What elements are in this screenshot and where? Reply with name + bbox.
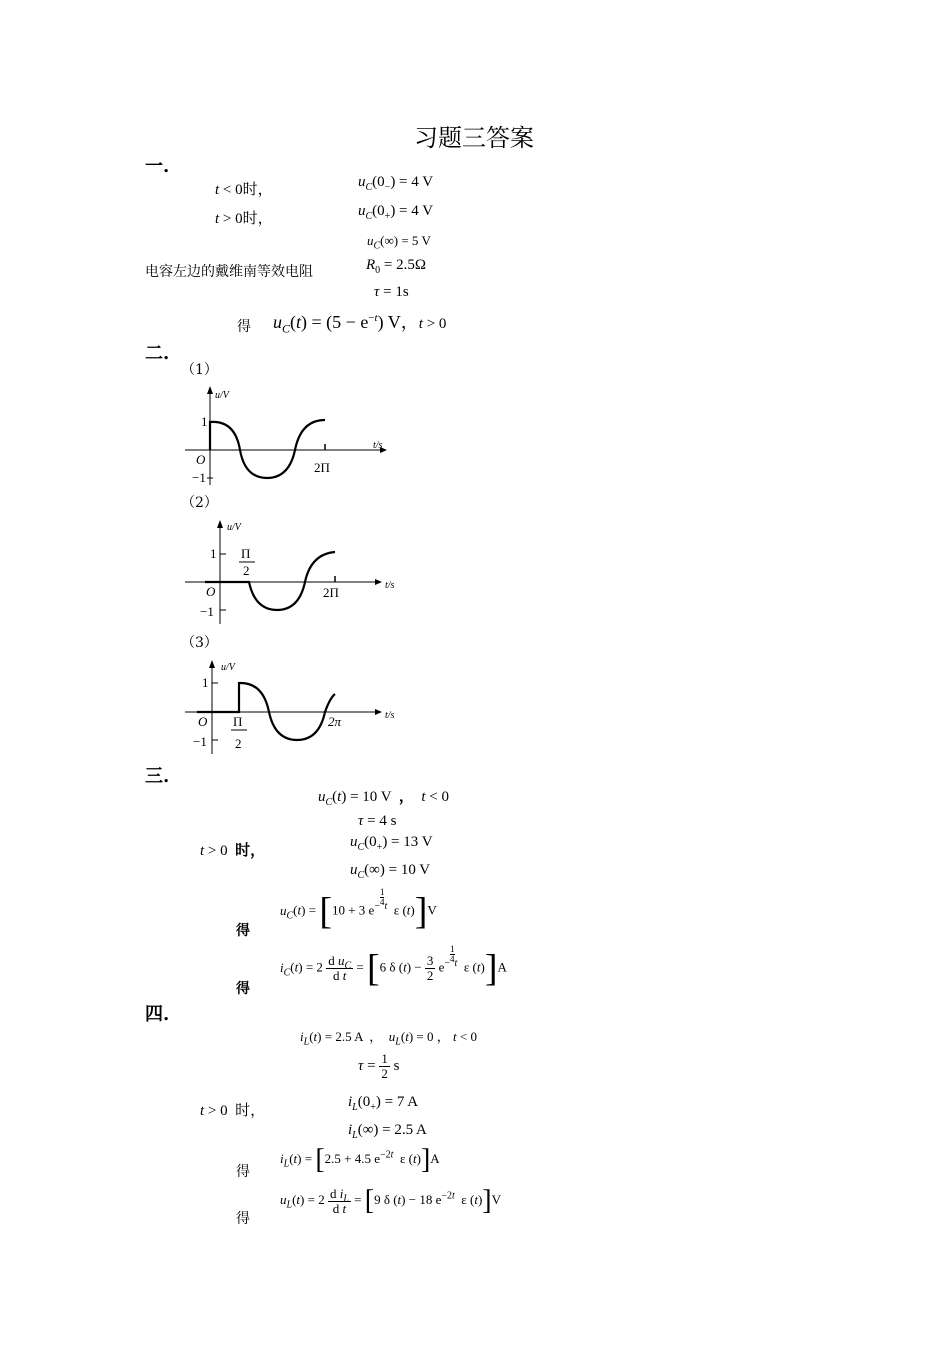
graph3-curve	[197, 683, 335, 740]
graph3-pi: Π	[233, 714, 243, 729]
section-4-heading: 四.	[145, 1004, 170, 1025]
graph1-origin: O	[196, 452, 206, 467]
graph1-y-arrow	[207, 386, 213, 394]
part4-il-lt0: $i_L(t) = 2.5$ A ， $u_L(t) = 0$ ， t < 0	[300, 1029, 477, 1048]
graph1-one: 1	[201, 414, 208, 429]
graph2-t-arrow	[375, 579, 382, 585]
section-3-heading: 三.	[145, 766, 170, 787]
graph-2	[175, 512, 405, 632]
graph-1	[175, 380, 405, 490]
graph2-2pi: 2Π	[323, 585, 339, 600]
part2-sub1: （1）	[181, 362, 218, 378]
graph-3	[175, 652, 405, 762]
part3-uc-lt0: $u_C(t) = 10$ V ， t < 0	[318, 789, 449, 808]
part3-uc-0plus: $u_C(0_+) = 13$ V	[350, 834, 433, 853]
graph3-one: 1	[202, 675, 209, 690]
section-1-heading: 一.	[145, 156, 170, 177]
graph3-tlabel: t/s	[385, 710, 395, 721]
part4-il-result: $i_L(t) = [2.5 + 4.5$ $e^{-2t}$ ε (t)]A	[280, 1144, 440, 1175]
part4-de1: 得	[236, 1164, 250, 1180]
graph1-2pi: 2Π	[314, 460, 330, 475]
part1-cond-lt0: t < 0时，	[215, 182, 273, 198]
part1-tau: τ = 1s	[374, 284, 409, 300]
graph2-ylabel: u/V	[227, 522, 241, 533]
graph1-tlabel: t/s	[373, 440, 383, 451]
graph1-minus-one: −1	[192, 470, 206, 485]
graph3-ylabel: u/V	[221, 662, 235, 673]
part4-tau: τ = $\frac{1}{2}$ s	[358, 1051, 400, 1081]
graph3-two: 2	[235, 736, 242, 751]
part1-de: 得	[237, 319, 251, 335]
graph2-y-arrow	[217, 520, 223, 528]
graph3-t-arrow	[375, 709, 382, 715]
part3-tau: τ = 4 s	[358, 813, 397, 829]
part1-uc-inf: $u_C(\infty) = 5$ V	[367, 233, 431, 252]
graph2-curve	[205, 552, 335, 610]
graph1-curve	[210, 420, 325, 478]
part3-ic-result: $i_C(t) = 2$ $\frac{d u_C}{\text{d t}}$ = [6 δ (t) − $\frac{3}{2}$ $e^{- \frac{1}{4}t}$ ε (t)]A	[280, 944, 507, 990]
section-2-heading: 二.	[145, 343, 170, 364]
part3-t-gt0: t > 0 时，	[200, 843, 266, 859]
part3-de1: 得	[236, 923, 250, 939]
part1-uc-0minus: $u_C(0_-) = 4$ V	[358, 174, 434, 193]
graph1-ylabel: u/V	[215, 390, 229, 401]
graph2-pi: Π	[241, 546, 251, 561]
graph2-origin: O	[206, 584, 216, 599]
part1-thevenin-label: 电容左边的戴维南等效电阻	[145, 264, 313, 280]
part4-il-0plus: $i_L(0_+) = 7$ A	[348, 1094, 419, 1113]
graph3-minus-one: −1	[193, 734, 207, 749]
graph3-y-arrow	[209, 660, 215, 668]
part2-sub2: （2）	[181, 495, 218, 511]
part1-result: $u_C(t) = (5 - e^{-t})$ V，t > 0	[273, 312, 447, 336]
part3-uc-inf: $u_C(\infty) = 10$ V	[350, 862, 431, 881]
part2-sub3: （3）	[181, 635, 218, 651]
part1-r0: $R_0 = 2.5\Omega$	[366, 257, 427, 276]
graph3-2pi: 2π	[328, 714, 342, 729]
part3-de2: 得	[236, 981, 250, 997]
part1-cond-gt0: t > 0时，	[215, 211, 273, 227]
graph2-one: 1	[210, 546, 217, 561]
part4-de2: 得	[236, 1211, 250, 1227]
part3-uc-result: $u_C(t) = [10 + 3$ $e^{- \frac{1}{4}t}$ ε (t)]V	[280, 887, 437, 933]
graph3-origin: O	[198, 714, 208, 729]
part4-ul-result: $u_L(t) = 2$ $\frac{d i_L}{\text{d t}}$ = [9 δ (t) − 18 $e^{-2t}$ ε (t)]V	[280, 1185, 501, 1216]
part4-t-gt0: t > 0 时，	[200, 1103, 266, 1119]
graph2-two: 2	[243, 563, 250, 578]
part1-uc-0plus: $u_C(0_+) = 4$ V	[358, 203, 434, 222]
graph2-tlabel: t/s	[385, 580, 395, 591]
graph2-minus-one: −1	[200, 604, 214, 619]
page-title: 习题三答案	[414, 124, 534, 152]
part4-il-inf: $i_L(\infty) = 2.5$ A	[348, 1122, 427, 1141]
